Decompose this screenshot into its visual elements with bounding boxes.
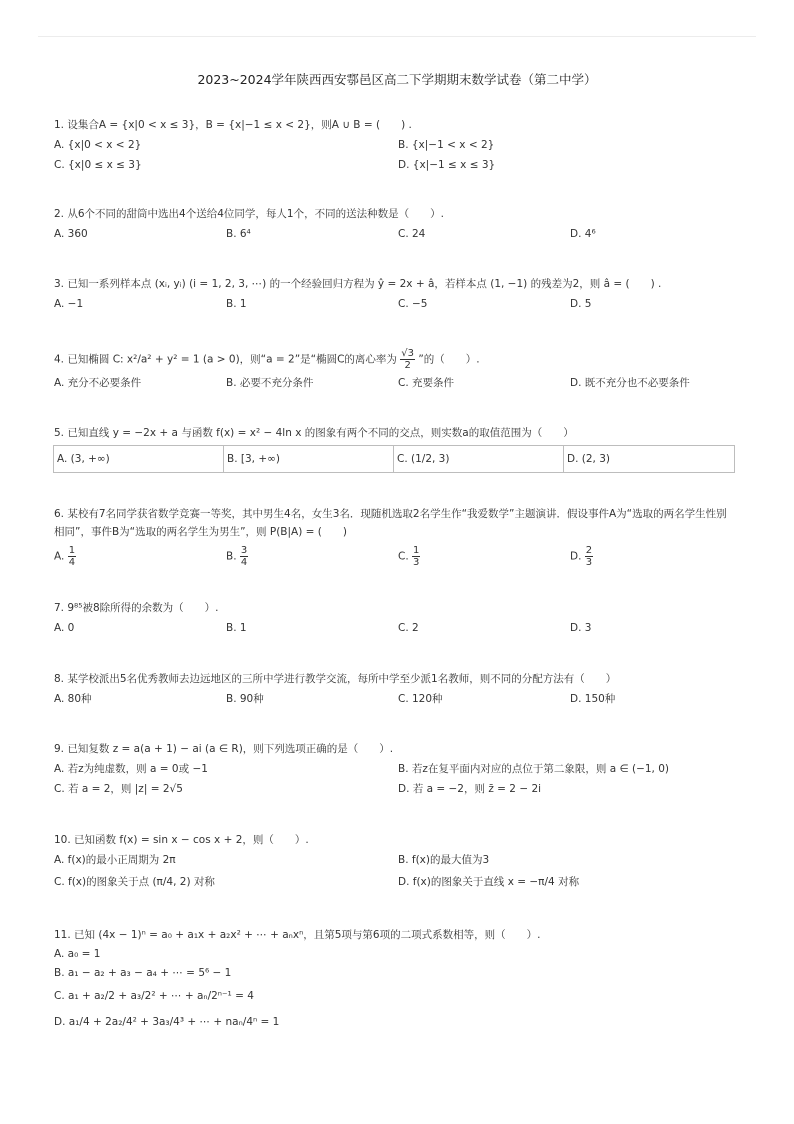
option-a[interactable]: A. {x|0 < x < 2} bbox=[54, 139, 142, 151]
question-10 bbox=[54, 832, 744, 892]
question-7 bbox=[54, 600, 744, 638]
options-row bbox=[54, 155, 744, 175]
option-b[interactable]: B. 若z在复平面内对应的点位于第二象限，则 a ∈ (−1, 0) bbox=[398, 763, 670, 775]
option-a[interactable]: A. f(x)的最小正周期为 2π bbox=[54, 854, 176, 866]
option-fraction bbox=[585, 545, 593, 568]
question-1 bbox=[54, 117, 744, 175]
stem-text: 4. 已知椭圆 C: x²/a² + y² = 1 (a > 0)，则“a = 2”是“椭圆C的离心率为 bbox=[54, 353, 397, 366]
option-a[interactable]: A. 0 bbox=[54, 622, 75, 634]
option-c[interactable]: C. −5 bbox=[398, 298, 428, 310]
question-2 bbox=[54, 206, 744, 244]
options-column bbox=[54, 945, 744, 1035]
fraction-denominator: 4 bbox=[68, 557, 76, 568]
question-stem-line: 6. 某校有7名同学获省数学竞赛一等奖，其中男生4名，女生3名．现随机选取2名学生作“我爱数学”主题演讲．假设事件A为“选取的两名学生性别 bbox=[54, 508, 727, 520]
option-b[interactable]: B. a₁ − a₂ + a₃ − a₄ + ⋯ = 5⁶ − 1 bbox=[54, 967, 232, 979]
options-row bbox=[54, 850, 744, 870]
question-stem bbox=[54, 348, 744, 371]
page-title: 2023~2024学年陕西西安鄠邑区高二下学期期末数学试卷（第二中学） bbox=[197, 72, 597, 87]
option-d[interactable]: D. 4⁶ bbox=[570, 228, 596, 240]
question-stem: 10. 已知函数 f(x) = sin x − cos x + 2，则（ ）. bbox=[54, 834, 309, 846]
options-row bbox=[54, 689, 744, 709]
option-c[interactable]: C. 充要条件 bbox=[398, 377, 455, 389]
question-stem: 11. 已知 (4x − 1)ⁿ = a₀ + a₁x + a₂x² + ⋯ + aₙxⁿ，且第5项与第6项的二项式系数相等，则（ ）. bbox=[54, 929, 541, 941]
question-5 bbox=[54, 425, 744, 473]
option-d[interactable]: D. 既不充分也不必要条件 bbox=[570, 377, 690, 389]
question-8 bbox=[54, 671, 744, 709]
option-label: C. bbox=[398, 550, 409, 563]
question-9 bbox=[54, 741, 744, 799]
question-stem: 8. 某学校派出5名优秀教师去边远地区的三所中学进行教学交流，每所中学至少派1名教师，则不同的分配方法有（ ） bbox=[54, 673, 617, 685]
option-a[interactable] bbox=[54, 545, 226, 568]
question-stem: 5. 已知直线 y = −2x + a 与函数 f(x) = x² − 4ln x 的图象有两个不同的交点，则实数a的取值范围为（ ） bbox=[54, 427, 574, 439]
fraction-denominator: 3 bbox=[413, 557, 420, 568]
option-d[interactable]: D. 3 bbox=[570, 622, 592, 634]
option-c[interactable]: C. 若 a = 2，则 |z| = 2√5 bbox=[54, 783, 183, 795]
option-c[interactable]: C. {x|0 ≤ x ≤ 3} bbox=[54, 159, 142, 171]
eccentricity-fraction bbox=[400, 348, 415, 371]
option-b[interactable]: B. 必要不充分条件 bbox=[226, 377, 314, 389]
question-stem: 3. 已知一系列样本点 (xᵢ, yᵢ) (i = 1, 2, 3, ⋯) 的一个经验回归方程为 ŷ = 2x + â，若样本点 (1, −1) 的残差为2，则 â = ( ) . bbox=[54, 278, 662, 290]
top-divider bbox=[38, 36, 756, 37]
option-a[interactable]: A. −1 bbox=[54, 298, 84, 310]
option-d[interactable]: D. 150种 bbox=[570, 693, 616, 705]
option-d[interactable]: D. {x|−1 ≤ x ≤ 3} bbox=[398, 159, 496, 171]
question-4 bbox=[54, 348, 744, 393]
fraction-denominator: 2 bbox=[404, 360, 411, 371]
options-row bbox=[54, 545, 744, 568]
option-a[interactable]: A. 若z为纯虚数，则 a = 0或 −1 bbox=[54, 763, 208, 775]
option-d[interactable]: D. f(x)的图象关于直线 x = −π/4 对称 bbox=[398, 876, 580, 888]
option-fraction bbox=[412, 545, 420, 568]
option-c[interactable]: C. f(x)的图象关于点 (π/4, 2) 对称 bbox=[54, 876, 215, 888]
options-row bbox=[54, 294, 744, 314]
options-row bbox=[54, 872, 744, 892]
option-a[interactable]: A. (3, +∞) bbox=[54, 446, 224, 472]
question-stem: 7. 9⁸⁵被8除所得的余数为（ ）. bbox=[54, 602, 219, 614]
option-c[interactable] bbox=[398, 545, 570, 568]
option-label: B. bbox=[226, 550, 237, 563]
options-row bbox=[54, 135, 744, 155]
option-b[interactable]: B. [3, +∞) bbox=[224, 446, 394, 472]
stem-text: ”的（ ）. bbox=[418, 353, 480, 366]
fraction-numerator: 2 bbox=[585, 545, 593, 556]
question-3 bbox=[54, 276, 744, 314]
question-stem-line: 相同”，事件B为“选取的两名学生为男生”，则 P(B|A) = ( ) bbox=[54, 526, 347, 538]
option-b[interactable]: B. 1 bbox=[226, 622, 247, 634]
option-c[interactable]: C. (1/2, 3) bbox=[394, 446, 564, 472]
question-stem: 1. 设集合A = {x|0 < x ≤ 3}，B = {x|−1 ≤ x < 2}，则A ∪ B = ( ) . bbox=[54, 119, 412, 131]
options-row bbox=[54, 224, 744, 244]
option-b[interactable] bbox=[226, 545, 398, 568]
option-label: A. bbox=[54, 550, 65, 563]
option-b[interactable]: B. {x|−1 < x < 2} bbox=[398, 139, 495, 151]
option-b[interactable]: B. 1 bbox=[226, 298, 247, 310]
option-fraction bbox=[240, 545, 248, 568]
options-row bbox=[54, 618, 744, 638]
option-d[interactable]: D. a₁/4 + 2a₂/4² + 3a₃/4³ + ⋯ + naₙ/4ⁿ = 1 bbox=[54, 1016, 280, 1028]
options-row bbox=[54, 759, 744, 779]
option-fraction bbox=[68, 545, 76, 568]
question-stem: 2. 从6个不同的甜筒中选出4个送给4位同学，每人1个，不同的送法种数是（ ）. bbox=[54, 208, 444, 220]
question-11 bbox=[54, 927, 744, 1035]
option-c[interactable]: C. 120种 bbox=[398, 693, 443, 705]
option-c[interactable]: C. 24 bbox=[398, 228, 426, 240]
fraction-numerator: √3 bbox=[401, 348, 414, 359]
fraction-numerator: 3 bbox=[240, 545, 248, 556]
option-label: D. bbox=[570, 550, 582, 563]
option-d[interactable] bbox=[570, 545, 742, 568]
options-row bbox=[54, 779, 744, 799]
option-a[interactable]: A. 80种 bbox=[54, 693, 92, 705]
option-b[interactable]: B. f(x)的最大值为3 bbox=[398, 854, 490, 866]
option-d[interactable]: D. (2, 3) bbox=[567, 453, 610, 465]
option-a[interactable]: A. 充分不必要条件 bbox=[54, 377, 142, 389]
option-b[interactable]: B. 6⁴ bbox=[226, 228, 251, 240]
fraction-denominator: 4 bbox=[240, 557, 248, 568]
question-stem: 9. 已知复数 z = a(a + 1) − ai (a ∈ R)，则下列选项正确的是（ ）. bbox=[54, 743, 394, 755]
option-d[interactable]: D. 若 a = −2，则 z̄ = 2 − 2i bbox=[398, 783, 542, 795]
option-a[interactable]: A. 360 bbox=[54, 228, 88, 240]
options-row bbox=[54, 373, 744, 393]
question-6 bbox=[54, 505, 744, 568]
option-a[interactable]: A. a₀ = 1 bbox=[54, 948, 101, 960]
option-c[interactable]: C. a₁ + a₂/2 + a₃/2² + ⋯ + aₙ/2ⁿ⁻¹ = 4 bbox=[54, 990, 254, 1002]
option-b[interactable]: B. 90种 bbox=[226, 693, 264, 705]
fraction-denominator: 3 bbox=[585, 557, 593, 568]
options-table bbox=[53, 445, 735, 473]
option-c[interactable]: C. 2 bbox=[398, 622, 419, 634]
fraction-numerator: 1 bbox=[68, 545, 76, 556]
option-d[interactable]: D. 5 bbox=[570, 298, 592, 310]
fraction-numerator: 1 bbox=[413, 545, 420, 556]
